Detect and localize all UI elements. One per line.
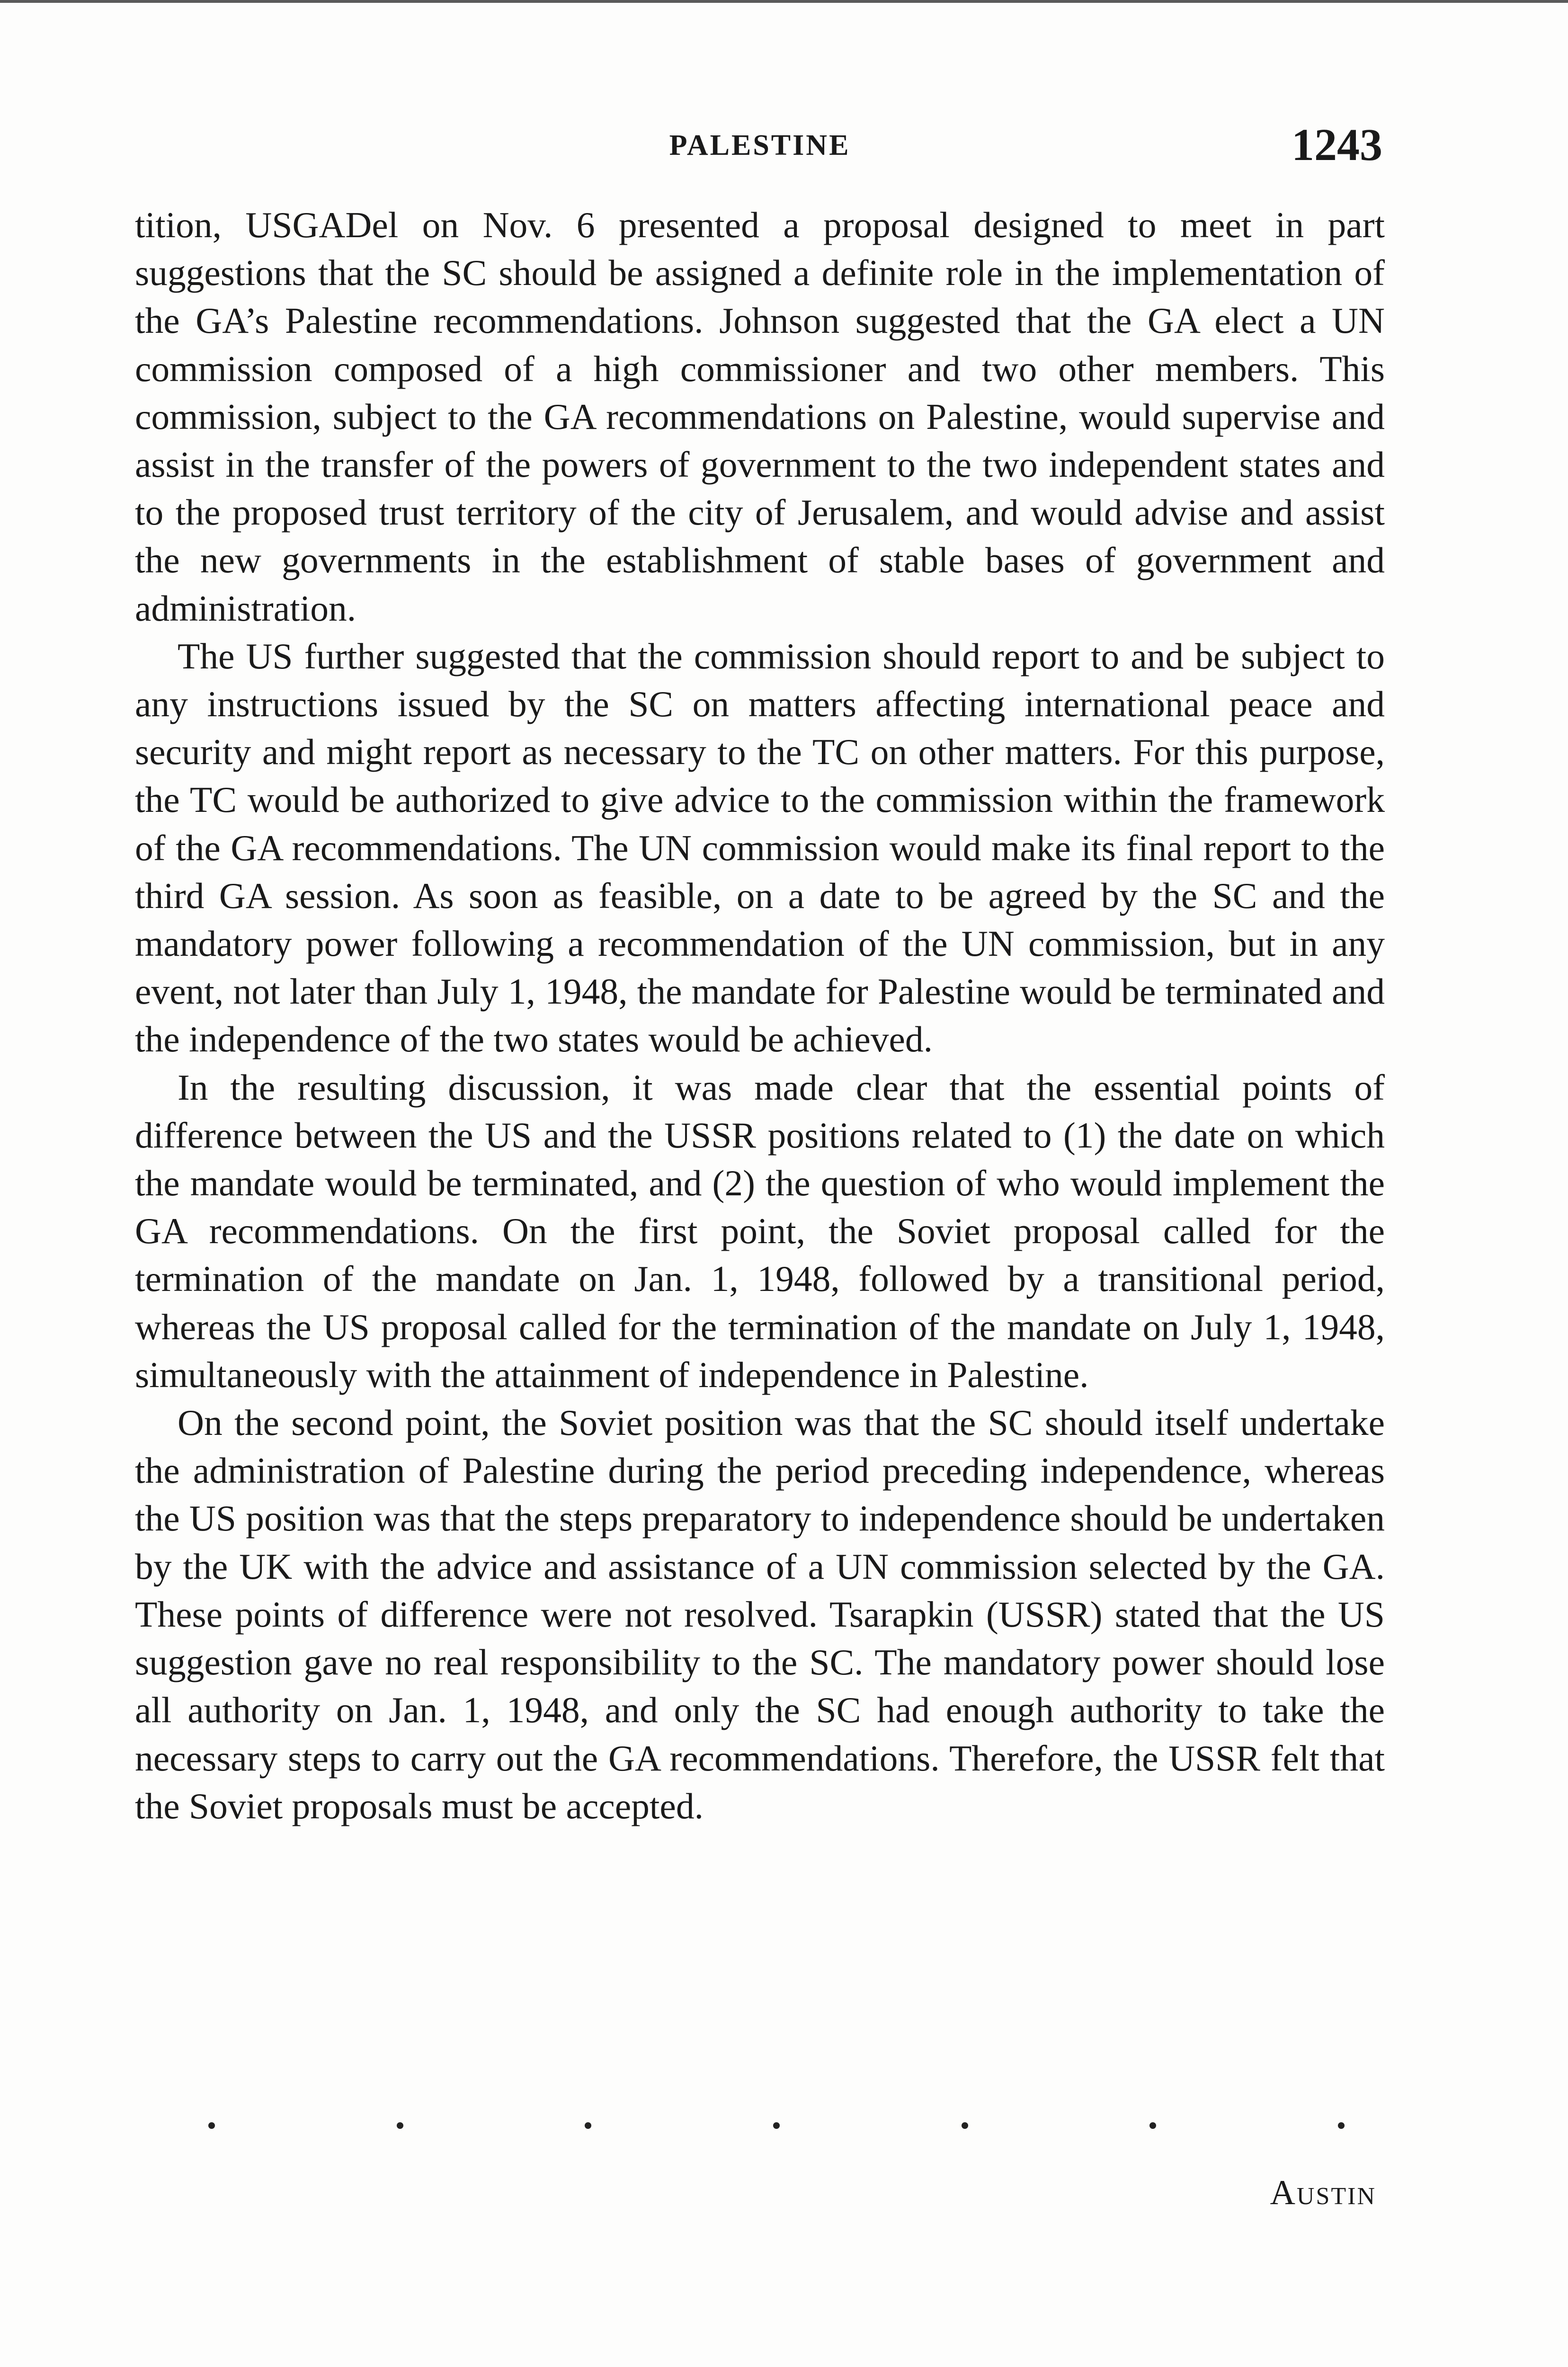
page-top-edge xyxy=(0,0,1568,3)
ellipsis-dot xyxy=(1149,2122,1156,2129)
signature: Austin xyxy=(1270,2173,1376,2212)
ellipsis-dot xyxy=(1338,2122,1345,2129)
ellipsis-dot xyxy=(773,2122,780,2129)
running-head xyxy=(137,118,1382,175)
ellipsis-dot xyxy=(397,2122,403,2129)
ellipsis-dot xyxy=(585,2122,591,2129)
omission-ellipsis xyxy=(208,2111,1345,2140)
paragraph: On the second point, the Soviet position was that the SC should itself undertake the administration of Palestine during the period preceding independence, whereas the US position was that the steps preparatory to independence should be undertaken by the UK with the advice and assistance of a UN commission selected by the GA. These points of difference were not resolved. Tsarapkin (USSR) stated that the US suggestion gave no real responsibility to the SC. The mandatory power should lose all authority on Jan. 1, 1948, and only the SC had enough authority to take the necessary steps to carry out the GA recommendations. Therefore, the USSR felt that the Soviet proposals must be accepted. xyxy=(135,1402,1385,1826)
paragraph: In the resulting discussion, it was made clear that the essential points of difference between the US and the USSR positions related to (1) the date on which the mandate would be terminated, and (2) the question of who would implement the GA recommendations. On the first point, the Soviet proposal called for the termination of the mandate on Jan. 1, 1948, followed by a transitional period, whereas the US proposal called for the termination of the mandate on July 1, 1948, simultaneously with the attainment of independence in Palestine. xyxy=(135,1067,1385,1395)
running-title: PALESTINE xyxy=(669,129,851,161)
ellipsis-dot xyxy=(962,2122,968,2129)
paragraph: The US further suggested that the commission should report to and be subject to any instructions issued by the SC on matters affecting international peace and security and might report as necessary to the TC on other matters. For this purpose, the TC would be authorized to give advice to the commission within the framework of the GA recommendations. The UN commission would make its final report to the third GA session. As soon as feasible, on a date to be agreed by the SC and the mandatory power following a recommendation of the UN commission, but in any event, not later than July 1, 1948, the mandate for Palestine would be terminated and the independence of the two states would be achieved. xyxy=(135,635,1385,1060)
body-text xyxy=(135,201,1385,1830)
page-number: 1243 xyxy=(1292,119,1382,170)
ellipsis-dot xyxy=(208,2122,215,2129)
paragraph: tition, USGADel on Nov. 6 presented a proposal designed to meet in part suggestions that the SC should be assigned a definite role in the implementation of the GA’s Palestine recommendations. Johnson suggested that the GA elect a UN commission composed of a high commissioner and two other members. This commission, subject to the GA recommendations on Palestine, would supervise and assist in the transfer of the powers of government to the two independent states and to the proposed trust territory of the city of Jerusalem, and would advise and assist the new governments in the establishment of stable bases of government and administration. xyxy=(135,205,1385,629)
